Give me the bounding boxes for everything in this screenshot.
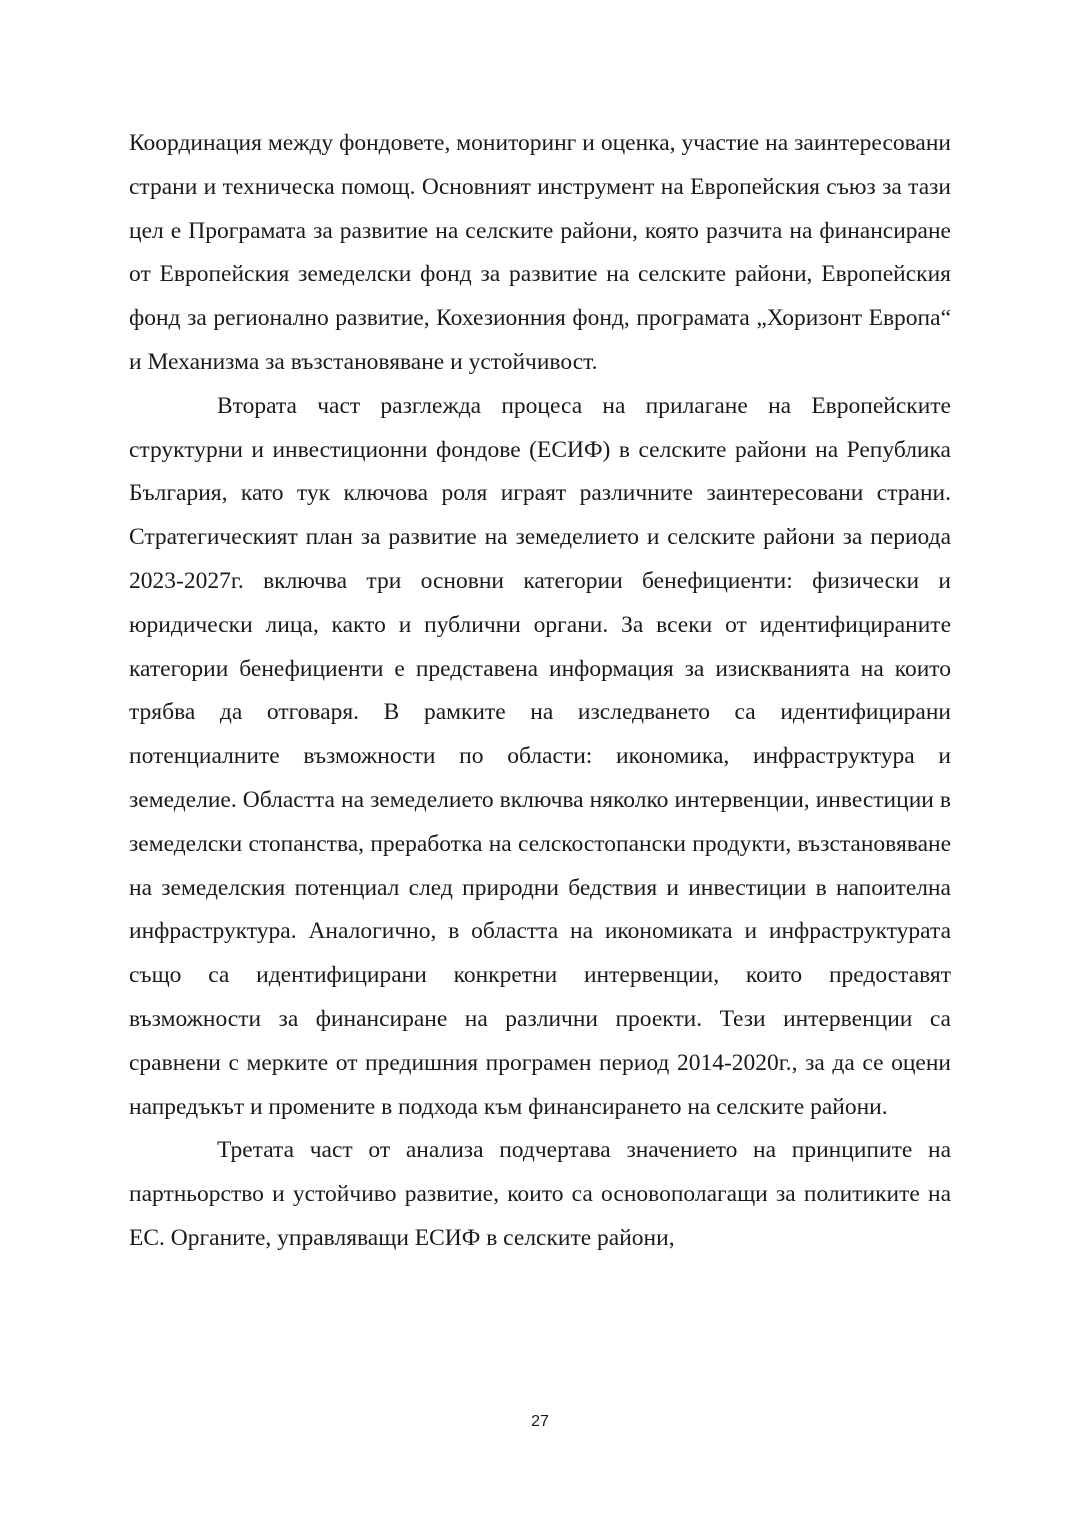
paragraph-second-part: Втората част разглежда процеса на прилагане на Европейските структурни и инвестиционни фондове (ЕСИФ) в селските райони на Република България, като тук ключова роля играят различните заинтересовани страни. Стратегическият план за развитие на земеделието и селските райони за периода 2023-2027г. включва три основни категории бенефициенти: физически и юридически лица, както и публични органи. За всеки от идентифицираните категории бенефициенти е представена информация за изискванията на които трябва да отговаря. В рамките на изследването са идентифицирани потенциалните възможности по области: икономика, инфраструктура и земеделие. Областта на земеделието включва няколко интервенции, инвестиции в земеделски стопанства, преработка на селскостопански продукти, възстановяване на земеделския потенциал след природни бедствия и инвестиции в напоителна инфраструктура. Аналогично, в областта на икономиката и инфраструктурата също са идентифицирани конкретни интервенции, които предоставят възможности за финансиране на различни проекти. Тези интервенции са сравнени с мерките от предишния програмен период 2014-2020г., за да се оцени напредъкът и промените в подхода към финансирането на селските райони. [129,392,951,1120]
page-number: 27 [531,1413,549,1430]
body-text [129,122,951,1261]
paragraph-third-part: Третата част от анализа подчертава значението на принципите на партньорство и устойчиво развитие, които са основополагащи за политиките на ЕС. Органите, управляващи ЕСИФ в селските райони, [129,1137,951,1251]
paragraph-continuation: Координация между фондовете, мониторинг и оценка, участие на заинтересовани страни и техническа помощ. Основният инструмент на Европейския съюз за тази цел е Програмата за развитие на селските райони, която разчита на финансиране от Европейския земеделски фонд за развитие на селските райони, Европейския фонд за регионално развитие, Кохезионния фонд, програмата „Хоризонт Европа“ и Механизма за възстановяване и устойчивост. [129,130,951,375]
